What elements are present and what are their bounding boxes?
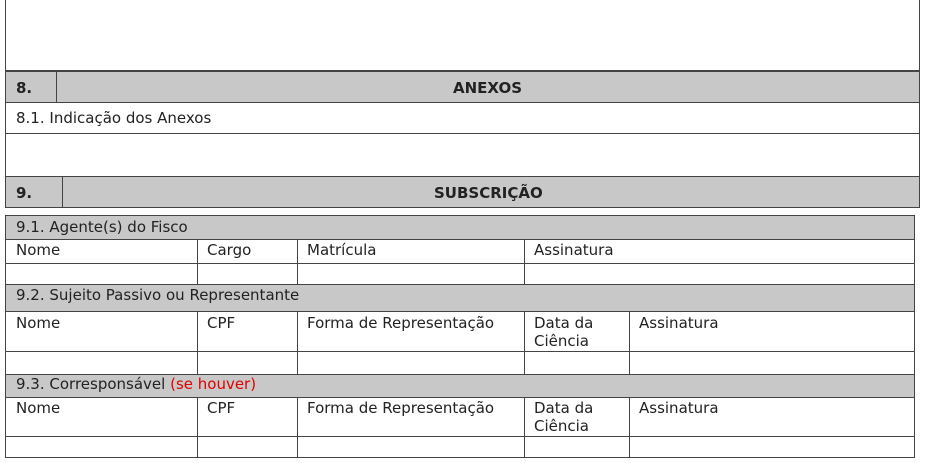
column-forma-de-representacao: Forma de Representação	[307, 314, 495, 332]
section-9-1-header-row	[5, 239, 915, 264]
section-8-title: ANEXOS	[453, 79, 522, 97]
section-8-1-label-row	[5, 102, 920, 134]
column-matricula: Matrícula	[307, 241, 377, 259]
column-assinatura: Assinatura	[639, 399, 719, 417]
column-forma-de-representacao: Forma de Representação	[307, 399, 495, 417]
section-9-1-label: 9.1. Agente(s) do Fisco	[16, 218, 188, 236]
section-8-1-label: 8.1. Indicação dos Anexos	[16, 109, 212, 127]
column-cpf: CPF	[207, 399, 236, 417]
column-nome: Nome	[16, 241, 61, 259]
section-9-2-label: 9.2. Sujeito Passivo ou Representante	[16, 286, 300, 304]
section-9-number: 9.	[16, 184, 33, 202]
section-8-number: 8.	[16, 79, 33, 97]
section-9-1-input-row[interactable]	[5, 263, 915, 285]
column-cargo: Cargo	[207, 241, 252, 259]
previous-section-blank-box	[5, 0, 920, 71]
column-data-da-ciencia: Data da Ciência	[534, 399, 594, 435]
column-cpf: CPF	[207, 314, 236, 332]
section-9-3-label-wrap	[16, 375, 256, 393]
section-9-2-header-row	[5, 311, 915, 352]
section-9-title: SUBSCRIÇÃO	[434, 184, 543, 202]
section-8-header	[5, 71, 920, 103]
section-8-1-field[interactable]	[5, 133, 920, 177]
column-data-da-ciencia: Data da Ciência	[534, 314, 594, 350]
column-assinatura: Assinatura	[534, 241, 614, 259]
section-9-3-label-note: (se houver)	[170, 375, 257, 393]
section-9-3-label: 9.3. Corresponsável	[16, 375, 166, 393]
section-9-1-label-row	[5, 215, 915, 240]
section-9-2-input-row[interactable]	[5, 351, 915, 375]
section-9-2-label-row	[5, 284, 915, 312]
column-assinatura: Assinatura	[639, 314, 719, 332]
section-9-3-header-row	[5, 397, 915, 437]
section-9-3-label-row	[5, 374, 915, 398]
section-9-header	[5, 176, 920, 208]
column-nome: Nome	[16, 314, 61, 332]
section-9-3-input-row[interactable]	[5, 436, 915, 458]
column-nome: Nome	[16, 399, 61, 417]
